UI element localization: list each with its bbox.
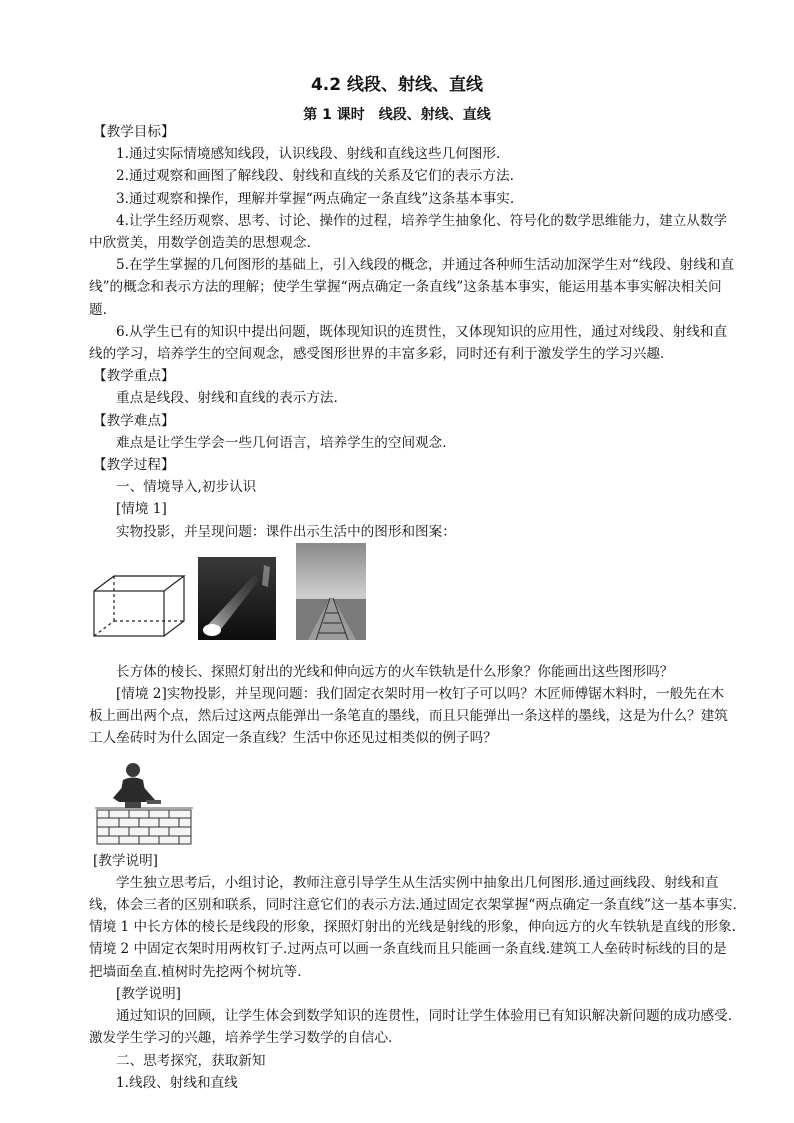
page-subtitle: 第 1 课时 线段、射线、直线 — [303, 107, 491, 123]
scene-1-figures — [89, 543, 737, 661]
searchlight-photo — [198, 557, 276, 640]
cuboid-figure — [91, 571, 189, 641]
scene-2-text: [情境 2]实物投影，并呈现问题：我们固定衣架时用一枚钉子可以吗？木匠师傅锯木料时，一般先在木板上画出两个点，然后过这两点能弹出一条笔直的墨线，而且只能弹出一条这样的墨线，这是为什么？建筑工人垒砖时为什么固定一条直线？生活中你还见过相类似的例子吗？ — [89, 686, 728, 747]
goal-item: 4.让学生经历观察、思考、讨论、操作的过程，培养学生抽象化、符号化的数学思维能力，建立从数学中欣赏美，用数学创造美的思想观念. — [89, 212, 728, 252]
goal-item: 3.通过观察和操作，理解并掌握“两点确定一条直线”这条基本事实. — [116, 190, 515, 207]
scene-2-figure — [89, 754, 737, 850]
section-heading-1: 一、情境导入,初步认识 — [116, 479, 257, 496]
railway-photo — [296, 543, 366, 640]
heading-process: 【教学过程】 — [93, 457, 175, 474]
note-text-2: 通过知识的回顾，让学生体会到数学知识的连贯性，同时让学生体验用已有知识解决新问题的成功感受.激发学生学习的兴趣，培养学生学习数学的自信心. — [89, 1008, 733, 1047]
heading-goals: 【教学目标】 — [93, 124, 175, 140]
note-text-1: 学生独立思考后，小组讨论，教师注意引导学生从生活实例中抽象出几何图形.通过画线段、射线和直线，体会三者的区别和联系，同时注意它们的表示方法.通过固定衣架掌握“两点确定一条直线”这一基本事实.情境 1 中长方体的棱长是线段的形象，探照灯射出的光线是射线的形象，伸向远方的火车铁轨是直线的形象.情境 2 中固定衣架时用两枚钉子.过两点可以画一条直线而且只能画一条直线.建筑工人垒砖时标线的目的是把墙面垒直.植树时先挖两个树坑等. — [89, 874, 737, 980]
goal-item: 1.通过实际情境感知线段，认识线段、射线和直线这些几何图形. — [116, 146, 501, 163]
heading-key-points: 【教学重点】 — [93, 368, 175, 385]
goal-item: 5.在学生掌握的几何图形的基础上，引入线段的概念，并通过各种师生活动加深学生对“线段、射线和直线”的概念和表示方法的理解；使学生掌握“两点确定一条直线”这条基本事实，能运用基本事实解决相关问题. — [89, 257, 735, 318]
section-heading-2: 二、思考探究，获取新知 — [116, 1052, 266, 1069]
scene-1-label: [情境 1] — [116, 501, 167, 518]
note-heading-1: [教学说明] — [93, 852, 158, 869]
key-points-text: 重点是线段、射线和直线的表示方法. — [116, 390, 338, 407]
page-title: 4.2 线段、射线、直线 — [310, 75, 484, 95]
goal-item: 2.通过观察和画图了解线段、射线和直线的关系及它们的表示方法. — [116, 168, 514, 185]
difficulty-text: 难点是让学生学会一些几何语言，培养学生的空间观念. — [116, 434, 447, 451]
heading-difficulty: 【教学难点】 — [93, 412, 175, 429]
subsection-heading-1: 1.线段、射线和直线 — [116, 1074, 238, 1091]
goal-item: 6.从学生已有的知识中提出问题，既体现知识的连贯性，又体现知识的应用性，通过对线段、射线和直线的学习，培养学生的空间观念，感受图形世界的丰富多彩，同时还有利于激发学生的学习兴趣. — [89, 323, 728, 363]
scene-1-question: 长方体的棱长、探照灯射出的光线和伸向远方的火车铁轨是什么形象？你能画出这些图形吗？ — [116, 663, 674, 680]
document-body — [89, 121, 737, 1094]
bricklayer-illustration — [95, 760, 195, 846]
scene-1-text: 实物投影，并呈现问题：课件出示生活中的图形和图案： — [116, 523, 456, 540]
note-heading-2: [教学说明] — [116, 985, 181, 1002]
